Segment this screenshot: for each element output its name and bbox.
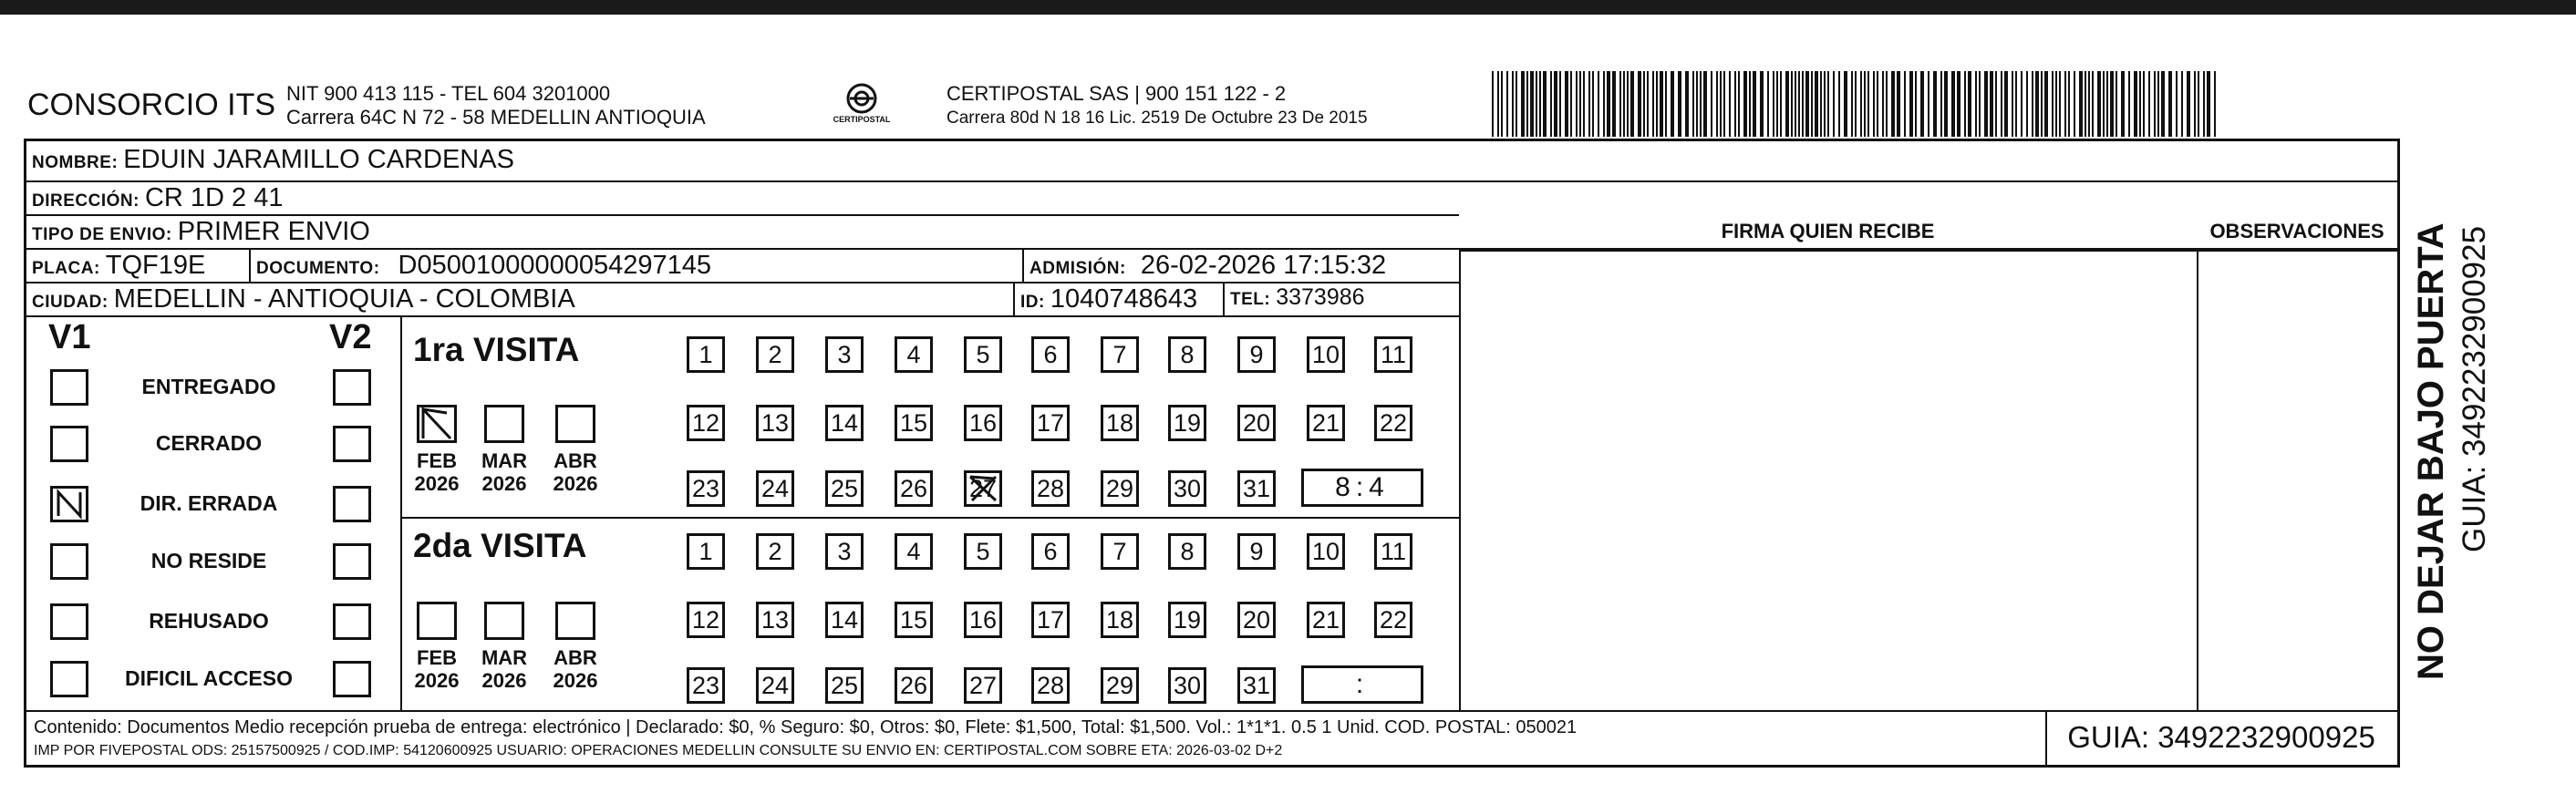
day-checkbox[interactable] <box>825 336 864 373</box>
observaciones-header: OBSERVACIONES <box>2209 220 2385 242</box>
day-number: 17 <box>1036 408 1065 437</box>
day-number: 3 <box>837 537 852 565</box>
day-number: 11 <box>1380 537 1407 565</box>
day-number: 27 <box>968 474 998 502</box>
nombre-row <box>32 145 514 175</box>
day-number: 1 <box>698 340 713 368</box>
documento-value: D05001000000054297145 <box>398 251 712 280</box>
day-checkbox[interactable] <box>1168 336 1206 373</box>
day-number: 18 <box>1105 408 1134 437</box>
day-number: 25 <box>830 671 859 699</box>
day-checkbox[interactable] <box>1031 470 1070 507</box>
month-name: MAR <box>481 449 528 472</box>
month-label <box>409 449 464 495</box>
day-checkbox[interactable] <box>964 336 1002 373</box>
direccion-label: DIRECCIÓN: <box>32 191 140 211</box>
month-name: ABR <box>553 449 597 472</box>
placa-row <box>32 251 205 281</box>
cross-mark-icon <box>967 473 999 504</box>
day-number: 4 <box>906 340 921 368</box>
day-checkbox[interactable] <box>895 667 933 704</box>
day-number: 8 <box>1180 537 1195 565</box>
direccion-row <box>32 183 283 213</box>
shipping-form <box>24 139 2400 768</box>
month-checkbox[interactable] <box>555 602 595 640</box>
day-number: 10 <box>1311 537 1340 565</box>
day-checkbox[interactable] <box>687 470 725 507</box>
month-year: 2026 <box>553 669 598 692</box>
day-checkbox[interactable] <box>1374 533 1412 570</box>
month-year: 2026 <box>414 669 460 692</box>
day-number: 10 <box>1311 340 1340 368</box>
day-checkbox[interactable] <box>1031 533 1070 570</box>
day-checkbox[interactable] <box>756 405 794 441</box>
day-checkbox[interactable] <box>1168 405 1206 441</box>
day-number: 5 <box>976 537 990 565</box>
company-address: Carrera 64C N 72 - 58 MEDELLIN ANTIOQUIA <box>286 106 706 129</box>
day-number: 15 <box>899 605 928 634</box>
v1-checkbox[interactable] <box>50 603 88 640</box>
status-label: DIR. ERRADA <box>140 491 278 515</box>
v2-checkbox[interactable] <box>333 603 371 640</box>
day-number: 22 <box>1379 605 1408 634</box>
day-checkbox[interactable] <box>1031 336 1070 373</box>
month-name: ABR <box>553 646 597 669</box>
time-field[interactable]: 8:4 <box>1301 469 1423 507</box>
tipo-row <box>32 217 370 247</box>
admision-label: ADMISIÓN: <box>1029 259 1126 278</box>
nombre-value: EDUIN JARAMILLO CARDENAS <box>123 145 514 174</box>
day-checkbox[interactable] <box>1101 405 1139 441</box>
status-label: DIFICIL ACCESO <box>124 666 293 690</box>
tel-label: TEL: <box>1230 290 1271 309</box>
contenido-text: Contenido: Documentos Medio recepción prueba de entrega: electrónico | Declarado: $0, % Seguro: $0, Otros: $0, Flete: $1,500, Total: $1,500. Vol.: 1*1*1. 0.5 1 Unid. COD. POSTAL: 050021 <box>34 717 1578 737</box>
direccion-value: CR 1D 2 41 <box>144 183 284 212</box>
status-label: REHUSADO <box>149 609 269 633</box>
day-number: 17 <box>1036 605 1065 634</box>
day-checkbox[interactable] <box>825 533 864 570</box>
day-checkbox[interactable] <box>964 533 1002 570</box>
second-visit-label: 2da VISITA <box>413 527 587 564</box>
day-checkbox[interactable] <box>1237 405 1276 441</box>
id-label: ID: <box>1020 293 1045 312</box>
day-number: 20 <box>1242 408 1271 437</box>
status-label: NO RESIDE <box>150 549 267 572</box>
month-year: 2026 <box>481 472 527 495</box>
day-checkbox[interactable] <box>1374 602 1412 638</box>
day-number: 30 <box>1173 671 1202 699</box>
month-year: 2026 <box>481 669 527 692</box>
day-checkbox[interactable] <box>1237 470 1276 507</box>
day-number: 16 <box>968 408 998 437</box>
day-checkbox[interactable] <box>1101 470 1139 507</box>
day-checkbox[interactable] <box>1237 602 1276 638</box>
month-label <box>477 646 532 692</box>
no-dejar-bajo-puerta: NO DEJAR BAJO PUERTA <box>2411 222 2451 680</box>
nombre-label: NOMBRE: <box>32 153 119 172</box>
day-number: 7 <box>1112 340 1127 368</box>
documento-label: DOCUMENTO: <box>256 259 380 278</box>
day-checkbox[interactable] <box>687 667 725 704</box>
day-number: 1 <box>698 537 713 565</box>
month-year: 2026 <box>414 472 460 495</box>
day-number: 7 <box>1112 537 1127 565</box>
certipostal-name: CERTIPOSTAL SAS | 900 151 122 - 2 <box>947 82 1287 105</box>
day-number: 28 <box>1036 671 1065 699</box>
day-number: 6 <box>1043 340 1058 368</box>
day-checkbox[interactable] <box>1307 533 1345 570</box>
day-number: 2 <box>768 340 782 368</box>
day-number: 23 <box>691 671 720 699</box>
day-checkbox[interactable] <box>1101 336 1139 373</box>
day-checkbox[interactable] <box>1168 533 1206 570</box>
day-number: 12 <box>691 605 720 634</box>
id-row <box>1020 284 1197 314</box>
day-number: 31 <box>1242 671 1271 699</box>
v2-label: V2 <box>329 318 372 356</box>
day-number: 13 <box>760 408 790 437</box>
v2-checkbox[interactable] <box>333 543 371 580</box>
month-checkbox[interactable] <box>417 405 457 443</box>
month-checkbox[interactable] <box>484 405 524 443</box>
day-checkbox[interactable] <box>1374 405 1412 441</box>
day-checkbox[interactable] <box>1307 336 1345 373</box>
v1-checkbox[interactable] <box>50 543 88 580</box>
day-number: 4 <box>906 537 921 565</box>
day-checkbox[interactable] <box>756 533 794 570</box>
day-checkbox[interactable] <box>1031 602 1070 638</box>
admision-row <box>1029 251 1386 281</box>
day-number: 13 <box>760 605 790 634</box>
day-checkbox[interactable] <box>964 602 1002 638</box>
certipostal-logo <box>830 80 894 133</box>
day-checkbox[interactable] <box>1307 602 1345 638</box>
day-number: 26 <box>899 474 928 502</box>
time-field[interactable]: : <box>1301 665 1423 704</box>
day-checkbox[interactable] <box>1031 667 1070 704</box>
month-label <box>548 646 603 692</box>
day-checkbox[interactable] <box>895 602 933 638</box>
first-visit-label: 1ra VISITA <box>413 331 580 368</box>
day-number: 28 <box>1036 474 1065 502</box>
day-number: 24 <box>760 671 790 699</box>
day-number: 9 <box>1249 537 1264 565</box>
day-checkbox[interactable] <box>825 602 864 638</box>
v1-checkbox[interactable] <box>50 426 88 462</box>
day-checkbox[interactable] <box>1237 667 1276 704</box>
side-guia: GUIA: 3492232900925 <box>2457 225 2492 552</box>
day-number: 19 <box>1173 408 1202 437</box>
day-number: 29 <box>1105 474 1134 502</box>
month-checkbox[interactable] <box>555 405 595 443</box>
day-checkbox[interactable] <box>825 405 864 441</box>
day-checkbox[interactable] <box>756 667 794 704</box>
checkmark-icon <box>419 407 454 440</box>
day-number: 12 <box>691 408 720 437</box>
day-number: 26 <box>899 671 928 699</box>
day-checkbox[interactable] <box>895 533 933 570</box>
tel-value: 3373986 <box>1276 284 1365 310</box>
day-number: 27 <box>968 671 998 699</box>
day-checkbox[interactable] <box>1374 336 1412 373</box>
barcode <box>1492 71 2219 137</box>
v2-checkbox[interactable] <box>333 369 371 406</box>
status-label: ENTREGADO <box>141 375 276 398</box>
company-name: CONSORCIO ITS <box>27 88 276 122</box>
day-checkbox[interactable] <box>687 405 725 441</box>
footer-guia: GUIA: 3492232900925 <box>2067 720 2375 754</box>
id-value: 1040748643 <box>1050 284 1198 314</box>
firma-header: FIRMA QUIEN RECIBE <box>1721 220 1935 242</box>
v1-checkbox[interactable] <box>50 486 88 522</box>
day-number: 21 <box>1311 605 1340 634</box>
ciudad-label: CIUDAD: <box>32 293 109 312</box>
certipostal-address: Carrera 80d N 18 16 Lic. 2519 De Octubre 23 De 2015 <box>947 108 1368 128</box>
day-checkbox[interactable] <box>1101 533 1139 570</box>
documento-row <box>256 251 711 281</box>
month-checkbox[interactable] <box>484 602 524 640</box>
day-number: 11 <box>1380 340 1407 368</box>
ciudad-row <box>32 284 575 314</box>
day-number: 24 <box>760 474 790 502</box>
tipo-label: TIPO DE ENVIO: <box>32 225 172 244</box>
v1-label: V1 <box>48 318 91 356</box>
day-checkbox[interactable] <box>1307 405 1345 441</box>
day-checkbox[interactable] <box>825 470 864 507</box>
placa-label: PLACA: <box>32 259 100 278</box>
placa-value: TQF19E <box>105 251 206 280</box>
company-nit: NIT 900 413 115 - TEL 604 3201000 <box>286 82 611 105</box>
logo-text: CERTIPOSTAL <box>833 115 891 124</box>
month-name: MAR <box>481 646 528 669</box>
day-checkbox[interactable] <box>687 602 725 638</box>
day-checkbox[interactable] <box>756 470 794 507</box>
day-number: 6 <box>1043 537 1058 565</box>
day-number: 23 <box>691 474 720 502</box>
day-checkbox[interactable] <box>964 405 1002 441</box>
day-checkbox[interactable] <box>756 602 794 638</box>
day-number: 31 <box>1242 474 1271 502</box>
v2-checkbox[interactable] <box>333 426 371 462</box>
day-number: 25 <box>830 474 859 502</box>
day-checkbox[interactable] <box>895 336 933 373</box>
top-border <box>0 0 2576 15</box>
status-label: CERRADO <box>155 431 263 455</box>
month-name: FEB <box>417 449 457 472</box>
day-checkbox[interactable] <box>687 533 725 570</box>
v2-checkbox[interactable] <box>333 661 371 697</box>
day-checkbox[interactable] <box>687 336 725 373</box>
v2-checkbox[interactable] <box>333 486 371 522</box>
day-checkbox[interactable] <box>1237 533 1276 570</box>
day-number: 18 <box>1105 605 1134 634</box>
day-checkbox[interactable] <box>1101 667 1139 704</box>
month-label <box>548 449 603 495</box>
day-checkbox[interactable] <box>1168 667 1206 704</box>
month-year: 2026 <box>553 472 598 495</box>
tipo-value: PRIMER ENVIO <box>177 217 370 246</box>
day-checkbox[interactable] <box>1101 602 1139 638</box>
day-number: 14 <box>830 605 859 634</box>
day-checkbox[interactable] <box>1031 405 1070 441</box>
ciudad-value: MEDELLIN - ANTIOQUIA - COLOMBIA <box>113 284 575 314</box>
day-number: 14 <box>830 408 859 437</box>
checkmark-icon <box>53 489 86 520</box>
day-checkbox[interactable] <box>825 667 864 704</box>
v1-checkbox[interactable] <box>50 661 88 697</box>
day-checkbox[interactable] <box>895 405 933 441</box>
day-checkbox[interactable] <box>895 470 933 507</box>
day-number: 3 <box>837 340 852 368</box>
day-number: 22 <box>1379 408 1408 437</box>
tel-row <box>1230 284 1365 311</box>
day-number: 20 <box>1242 605 1271 634</box>
day-checkbox[interactable] <box>964 470 1002 507</box>
day-number: 30 <box>1173 474 1202 502</box>
day-checkbox[interactable] <box>1237 336 1276 373</box>
day-number: 29 <box>1105 671 1134 699</box>
day-number: 9 <box>1249 340 1264 368</box>
day-number: 21 <box>1311 408 1340 437</box>
day-number: 15 <box>899 408 928 437</box>
day-checkbox[interactable] <box>1168 602 1206 638</box>
day-number: 8 <box>1180 340 1195 368</box>
month-name: FEB <box>417 646 457 669</box>
day-number: 16 <box>968 605 998 634</box>
month-checkbox[interactable] <box>417 602 457 640</box>
v1-checkbox[interactable] <box>50 369 88 406</box>
day-checkbox[interactable] <box>1168 470 1206 507</box>
day-number: 2 <box>768 537 782 565</box>
month-label <box>477 449 532 495</box>
imp-text: IMP POR FIVEPOSTAL ODS: 25157500925 / COD.IMP: 54120600925 USUARIO: OPERACIONES MEDELLIN CONSULTE SU ENVIO EN: CERTIPOSTAL.COM SOBRE ETA: 2026-03-02 D+2 <box>34 743 1283 758</box>
day-checkbox[interactable] <box>756 336 794 373</box>
day-checkbox[interactable] <box>964 667 1002 704</box>
day-number: 19 <box>1173 605 1202 634</box>
admision-value: 26-02-2026 17:15:32 <box>1140 251 1387 280</box>
month-label <box>409 646 464 692</box>
day-number: 5 <box>976 340 990 368</box>
